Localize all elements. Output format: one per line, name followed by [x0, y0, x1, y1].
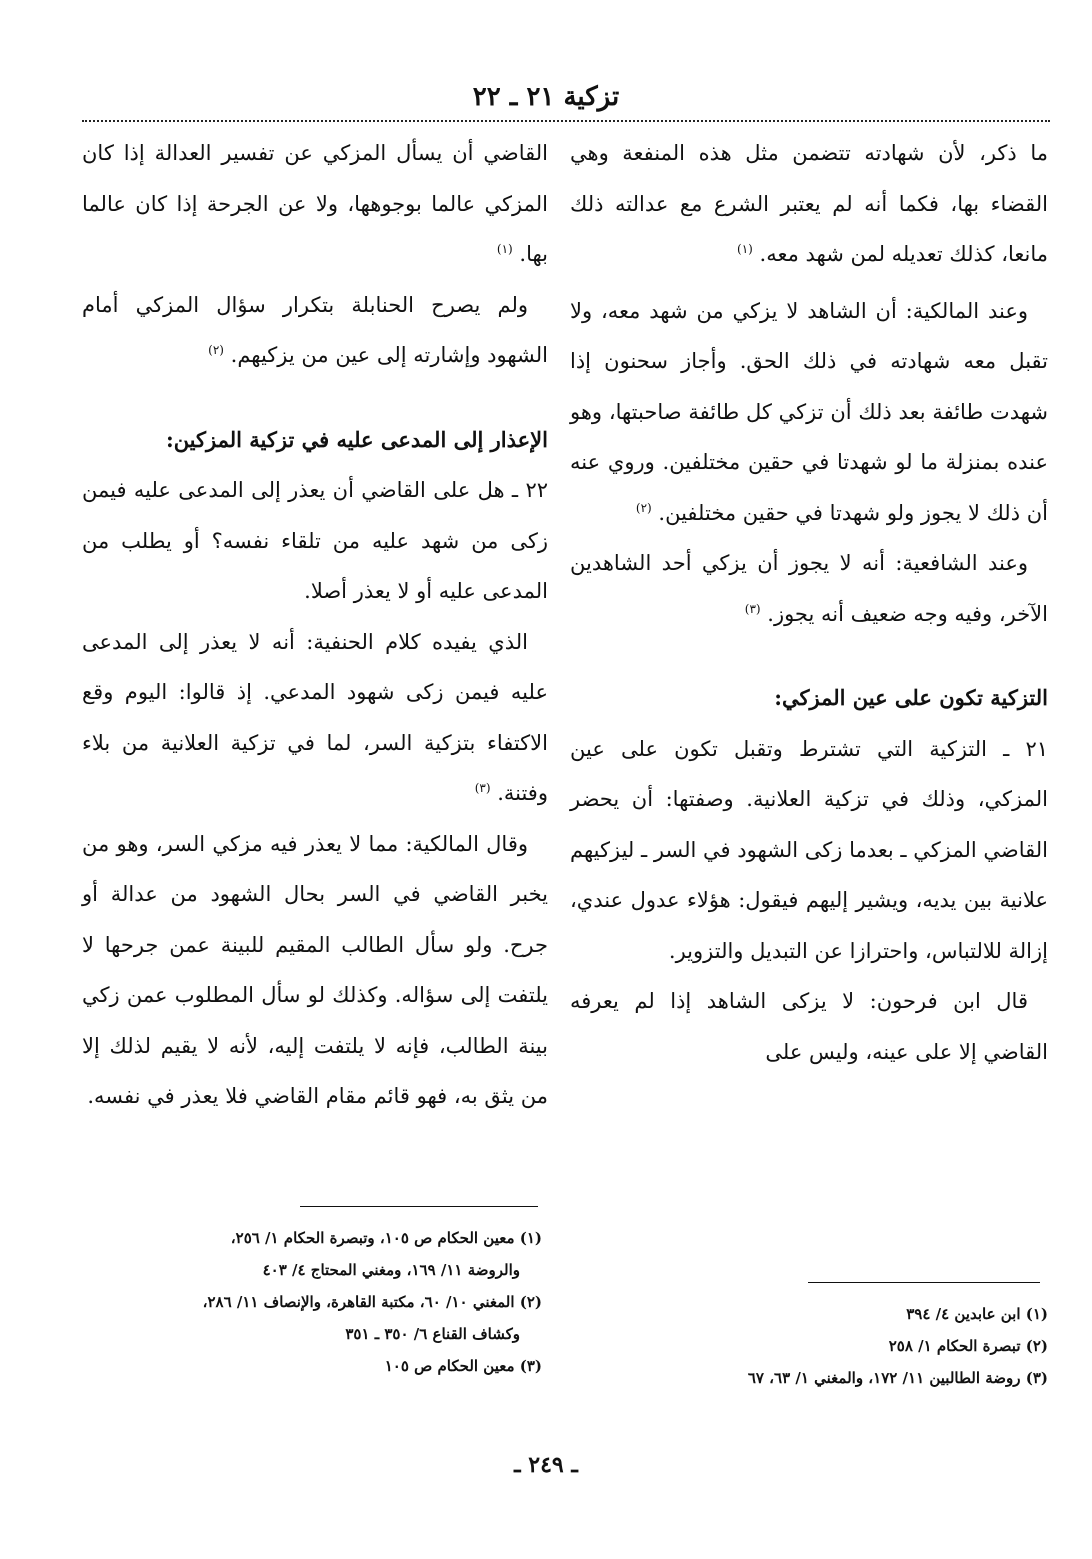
footnote-item: (١) ابن عابدين ٤/ ٣٩٤	[906, 1305, 1048, 1323]
footnote-separator-left	[300, 1206, 538, 1207]
footnote-ref: (٣)	[474, 781, 491, 795]
left-column	[82, 128, 548, 1122]
page-number: ـ ٢٤٩ ـ	[514, 1452, 578, 1478]
footnote-ref: (١)	[496, 242, 513, 256]
left-p4-text: الذي يفيده كلام الحنفية: أنه لا يعذر إلى المدعى عليه فيمن زكى شهود المدعي. إذ قالوا: اليوم وقع الاكتفاء بتزكية السر، لما في تزكية العلانية من بلاء وفتنة.	[82, 629, 548, 805]
footnote-ref: (١)	[737, 242, 753, 256]
left-paragraph-3: ٢٢ ـ هل على القاضي أن يعذر إلى المدعى عليه فيمن زكى من شهد عليه من تلقاء نفسه؟ أو يطلب من المدعى عليه أو لا يعذر أصلا.	[82, 478, 548, 603]
page-header-title: تزكية ٢١ ـ ٢٢	[472, 82, 620, 112]
footnotes-right	[570, 1298, 1048, 1394]
right-paragraph-5: قال ابن فرحون: لا يزكى الشاهد إذا لم يعرفه القاضي إلا على عينه، وليس على	[570, 989, 1048, 1064]
right-paragraph-2	[570, 286, 1048, 539]
section-heading-21: التزكية تكون على عين المزكي:	[774, 685, 1048, 710]
footnote-item-continuation: والروضة ١١/ ١٦٩، ومغني المحتاج ٤/ ٤٠٣	[262, 1261, 520, 1279]
section-heading-22: الإعذار إلى المدعى عليه في تزكية المزكين:	[165, 426, 548, 452]
footnote-ref: (٢)	[635, 500, 652, 515]
right-paragraph-4: ٢١ ـ التزكية التي تشترط وتقبل تكون على عين المزكي، وذلك في تزكية العلانية. وصفتها: أن يحضر القاضي المزكي ـ بعدما زكى الشهود في السر ـ ليزكيهم علانية بين يديه، ويشير إليهم فيقول: هؤلاء عدول عندي، إزالة للالتباس، واحترازا عن التبديل والتزوير.	[570, 736, 1048, 963]
right-paragraph-1	[570, 128, 1048, 280]
footnotes-left	[82, 1222, 542, 1382]
left-p2-text: ولم يصرح الحنابلة بتكرار سؤال المزكي أمام الشهود وإشارته إلى عين من يزكيهم.	[82, 292, 548, 367]
footnote-separator-right	[808, 1282, 1040, 1283]
left-paragraph-2	[82, 280, 548, 381]
right-p3-text: وعند الشافعية: أنه لا يجوز أن يزكي أحد الشاهدين الآخر، وفيه وجه ضعيف أنه يجوز.	[570, 551, 1048, 626]
footnote-item: (٣) معين الحكام ص ١٠٥	[384, 1357, 542, 1375]
footnote-item: (١) معين الحكام ص ١٠٥، وتبصرة الحكام ١/ ٢٥٦،	[230, 1229, 542, 1247]
left-p1-text: القاضي أن يسأل المزكي عن تفسير العدالة إذا كان المزكي عالما بوجوهها، ولا عن الجرحة إذا كان عالما بها.	[82, 141, 548, 266]
footnote-item-continuation: وكشاف القناع ٦/ ٣٥٠ ـ ٣٥١	[345, 1325, 520, 1343]
right-paragraph-3	[570, 538, 1048, 639]
footnote-ref: (٢)	[208, 343, 224, 357]
right-p2-text: وعند المالكية: أن الشاهد لا يزكي من شهد معه، ولا تقبل معه شهادته في ذلك الحق. وأجاز سحنون إذا شهدت طائفة بعد ذلك أن تزكي كل طائفة صاحبتها، وهو عنده بمنزلة ما لو شهدتا في حقين مختلفين. وروي عنه أن ذلك لا يجوز ولو شهدتا في حقين مختلفين.	[570, 298, 1048, 525]
left-paragraph-5: وقال المالكية: مما لا يعذر فيه مزكي السر، وهو من يخبر القاضي في السر بحال الشهود من عدالة أو جرح. ولو سأل الطالب المقيم للبينة عمن جرحها لا يلتفت إلى سؤاله. وكذلك لو سأل المطلوب عمن زكي بينة الطالب، فإنه لا يلتفت إليه، لأنه لا يقيم لذلك إلا من يثق به، فهو قائم مقام القاضي فلا يعذر في نفسه.	[82, 831, 548, 1108]
footnote-item: (٢) المغني ١٠/ ٦٠، مكتبة القاهرة، والإنصاف ١١/ ٢٨٦،	[202, 1293, 542, 1311]
right-column	[570, 128, 1048, 1077]
left-paragraph-1	[82, 128, 548, 280]
footnote-item: (٣) روضة الطالبين ١١/ ١٧٢، والمغني ١/ ٦٣، ٦٧	[747, 1369, 1048, 1387]
header-dotted-rule	[82, 120, 1050, 122]
footnote-item: (٢) تبصرة الحكام ١/ ٢٥٨	[888, 1337, 1048, 1355]
footnote-ref: (٣)	[744, 601, 761, 616]
left-paragraph-4	[82, 617, 548, 819]
right-p1-text: ما ذكر، لأن شهادته تتضمن مثل هذه المنفعة وهي القضاء بها، فكما أنه لم يعتبر الشرع مع عدالته ذلك مانعا، كذلك تعديله لمن شهد معه.	[570, 141, 1048, 266]
